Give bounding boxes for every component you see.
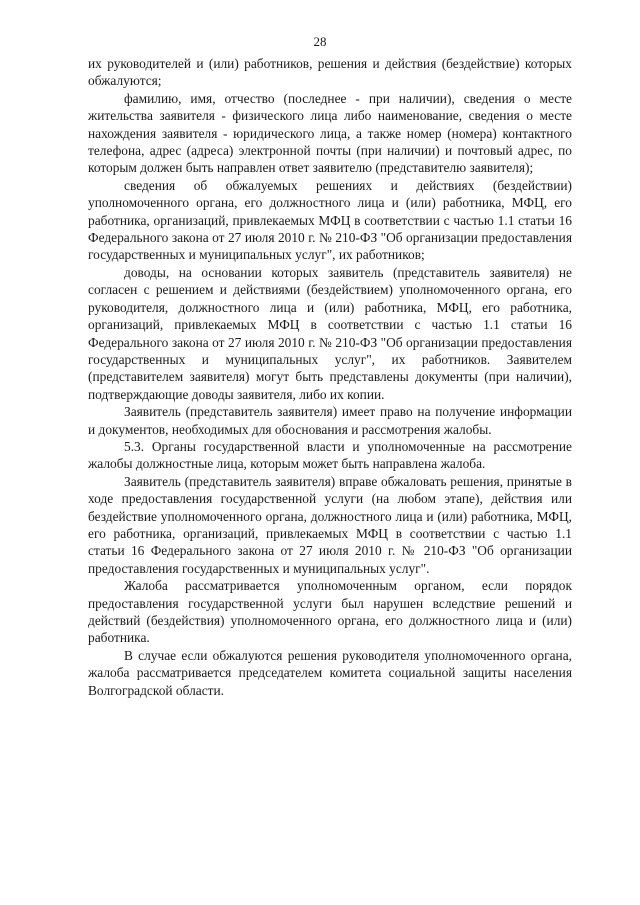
paragraph-right-to-appeal: Заявитель (представитель заявителя) вправе обжаловать решения, принятые в ходе предоставления государственной услуги (на любом этапе), действия или бездействие уполномоченного органа, должностного лица и (или) работника, МФЦ, его работника, организаций, привлекаемых МФЦ в соответствии с частью 1.1 статьи 16 Федерального закона от 27 июля 2010 г. № 210-ФЗ "Об организации предоставления государственных и муниципальных услуг". <box>88 473 572 576</box>
paragraph-complaint-by-authority: Жалоба рассматривается уполномоченным органом, если порядок предоставления государственной услуги был нарушен вследствие решений и действий (бездействия) уполномоченного органа, его должностного лица и (или) работника. <box>88 578 572 646</box>
paragraph-applicant-details: фамилию, имя, отчество (последнее - при наличии), сведения о месте жительства заявителя - физического лица либо наименование, сведения о месте нахождения заявителя - юридического лица, а также номер (номера) контактного телефона, адрес (адреса) электронной почты (при наличии) и почтовый адрес, по которым должен быть направлен ответ заявителю (представителю заявителя); <box>88 90 572 176</box>
paragraph-right-to-information: Заявитель (представитель заявителя) имеет право на получение информации и документов, необходимых для обоснования и рассмотрения жалобы. <box>88 404 572 437</box>
paragraph-appealed-decisions: сведения об обжалуемых решениях и действиях (бездействии) уполномоченного органа, его должностного лица и (или) работника, МФЦ, его работника, организаций, привлекаемых МФЦ в соответствии с частью 1.1 статьи 16 Федерального закона от 27 июля 2010 г. № 210-ФЗ "Об организации предоставления государственных и муниципальных услуг", их работников; <box>88 177 572 263</box>
document-body <box>88 55 572 699</box>
paragraph-arguments: доводы, на основании которых заявитель (представитель заявителя) не согласен с решением и действиями (бездействием) уполномоченного органа, его руководителя, должностного лица и (или) работника, МФЦ, его работника, организаций, привлекаемых МФЦ в соответствии с частью 1.1 статьи 16 Федерального закона от 27 июля 2010 г. № 210-ФЗ "Об организации предоставления государственных и муниципальных услуг", их работников. Заявителем (представителем заявителя) могут быть представлены документы (при наличии), подтверждающие доводы заявителя, либо их копии. <box>88 264 572 402</box>
paragraph-continuation: их руководителей и (или) работников, решения и действия (бездействие) которых обжалуются; <box>88 56 572 89</box>
paragraph-section-5-3: 5.3. Органы государственной власти и уполномоченные на рассмотрение жалобы должностные лица, которым может быть направлена жалоба. <box>88 438 572 472</box>
paragraph-complaint-by-committee: В случае если обжалуются решения руководителя уполномоченного органа, жалоба рассматривается председателем комитета социальной защиты населения Волгоградской области. <box>88 647 572 698</box>
page-number: 28 <box>313 34 327 49</box>
